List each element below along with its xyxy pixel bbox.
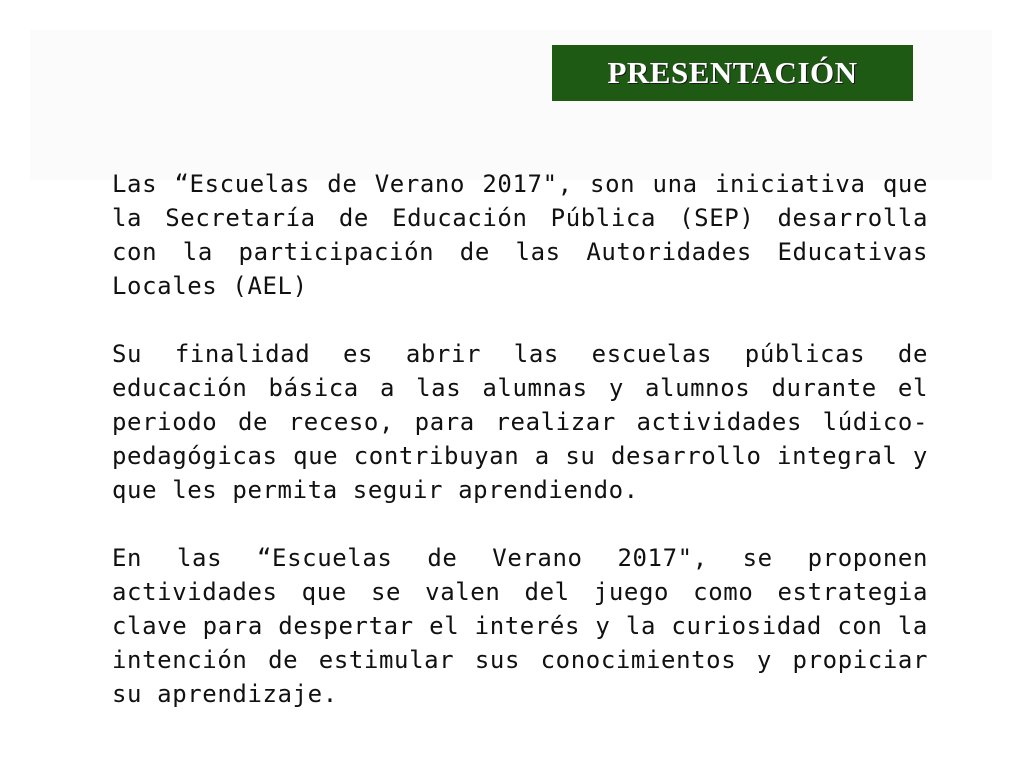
paragraph-intro: Las “Escuelas de Verano 2017", son una iniciativa que la Secretaría de Educación Pública (SEP) desarrolla con la participación de las Autoridades Educativas Locales (AEL)	[112, 170, 928, 300]
slide-body	[112, 167, 928, 711]
paragraph-activities: En las “Escuelas de Verano 2017", se proponen actividades que se valen del juego como estrategia clave para despertar el interés y la curiosidad con la intención de estimular sus conocimientos y propiciar su aprendizaje.	[112, 544, 928, 708]
slide-title: PRESENTACIÓN	[607, 55, 858, 90]
paragraph-purpose: Su finalidad es abrir las escuelas públicas de educación básica a las alumnas y alumnos durante el periodo de receso, para realizar actividades lúdico-pedagógicas que contribuyan a su desarrollo integral y que les permita seguir aprendiendo.	[112, 340, 928, 504]
title-banner	[552, 45, 913, 101]
